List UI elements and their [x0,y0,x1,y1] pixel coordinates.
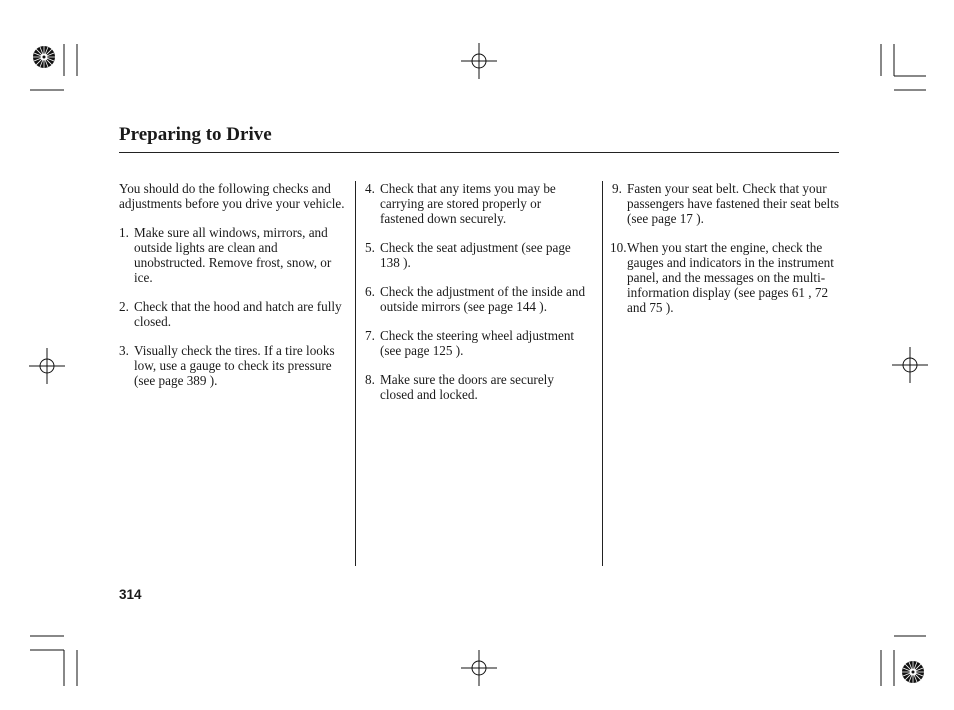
item-text: Visually check the tires. If a tire looks low, use a gauge to check its pressure (see page 389 ). [134,343,335,388]
item-number: 4. [365,181,375,196]
checklist-item-4 [365,181,587,226]
item-number: 9. [612,181,622,196]
item-text: Make sure the doors are securely closed and locked. [380,372,554,402]
item-text: Fasten your seat belt. Check that your passengers have fastened their seat belts (see page 17 ). [627,181,840,226]
checklist-item-7 [365,328,587,358]
item-number: 1. [119,225,129,240]
item-number: 10. [610,240,627,255]
page-number: 314 [119,587,142,602]
item-text: Check the steering wheel adjustment (see page 125 ). [380,328,575,358]
item-number: 2. [119,299,129,314]
checklist-item-10 [610,240,842,315]
registration-crosshair-right [892,347,928,383]
registration-crosshair-left [29,348,65,384]
checklist-item-9 [610,181,842,226]
registration-target-bottom-right [902,661,924,683]
page-title: Preparing to Drive [119,124,272,145]
checklist-item-5 [365,240,587,270]
column-divider-1 [355,181,356,566]
item-text: When you start the engine, check the gauges and indicators in the instrument panel, and the messages on the multi-information display (see pages 61 , 72 and 75 ). [627,240,834,315]
item-number: 3. [119,343,129,358]
item-text: Make sure all windows, mirrors, and outside lights are clean and unobstructed. Remove frost, snow, or ice. [134,225,332,285]
item-text: Check that the hood and hatch are fully closed. [134,299,342,329]
checklist-item-6 [365,284,587,314]
registration-target-top-left [33,46,55,68]
item-number: 6. [365,284,375,299]
column-divider-2 [602,181,603,566]
registration-crosshair-bottom [461,650,497,686]
item-number: 8. [365,372,375,387]
item-number: 5. [365,240,375,255]
checklist-item-2 [119,299,347,329]
item-number: 7. [365,328,375,343]
column-3 [610,181,842,329]
item-text: Check the seat adjustment (see page 138 ). [380,240,571,270]
item-text: Check that any items you may be carrying are stored properly or fastened down securely. [380,181,556,226]
item-text: Check the adjustment of the inside and outside mirrors (see page 144 ). [380,284,586,314]
column-1 [119,181,347,402]
title-rule [119,152,839,153]
column-2 [365,181,587,416]
intro-paragraph: You should do the following checks and adjustments before you drive your vehicle. [119,181,345,211]
checklist-item-3 [119,343,347,388]
checklist-item-1 [119,225,347,285]
registration-crosshair-top [461,43,497,79]
checklist-item-8 [365,372,587,402]
